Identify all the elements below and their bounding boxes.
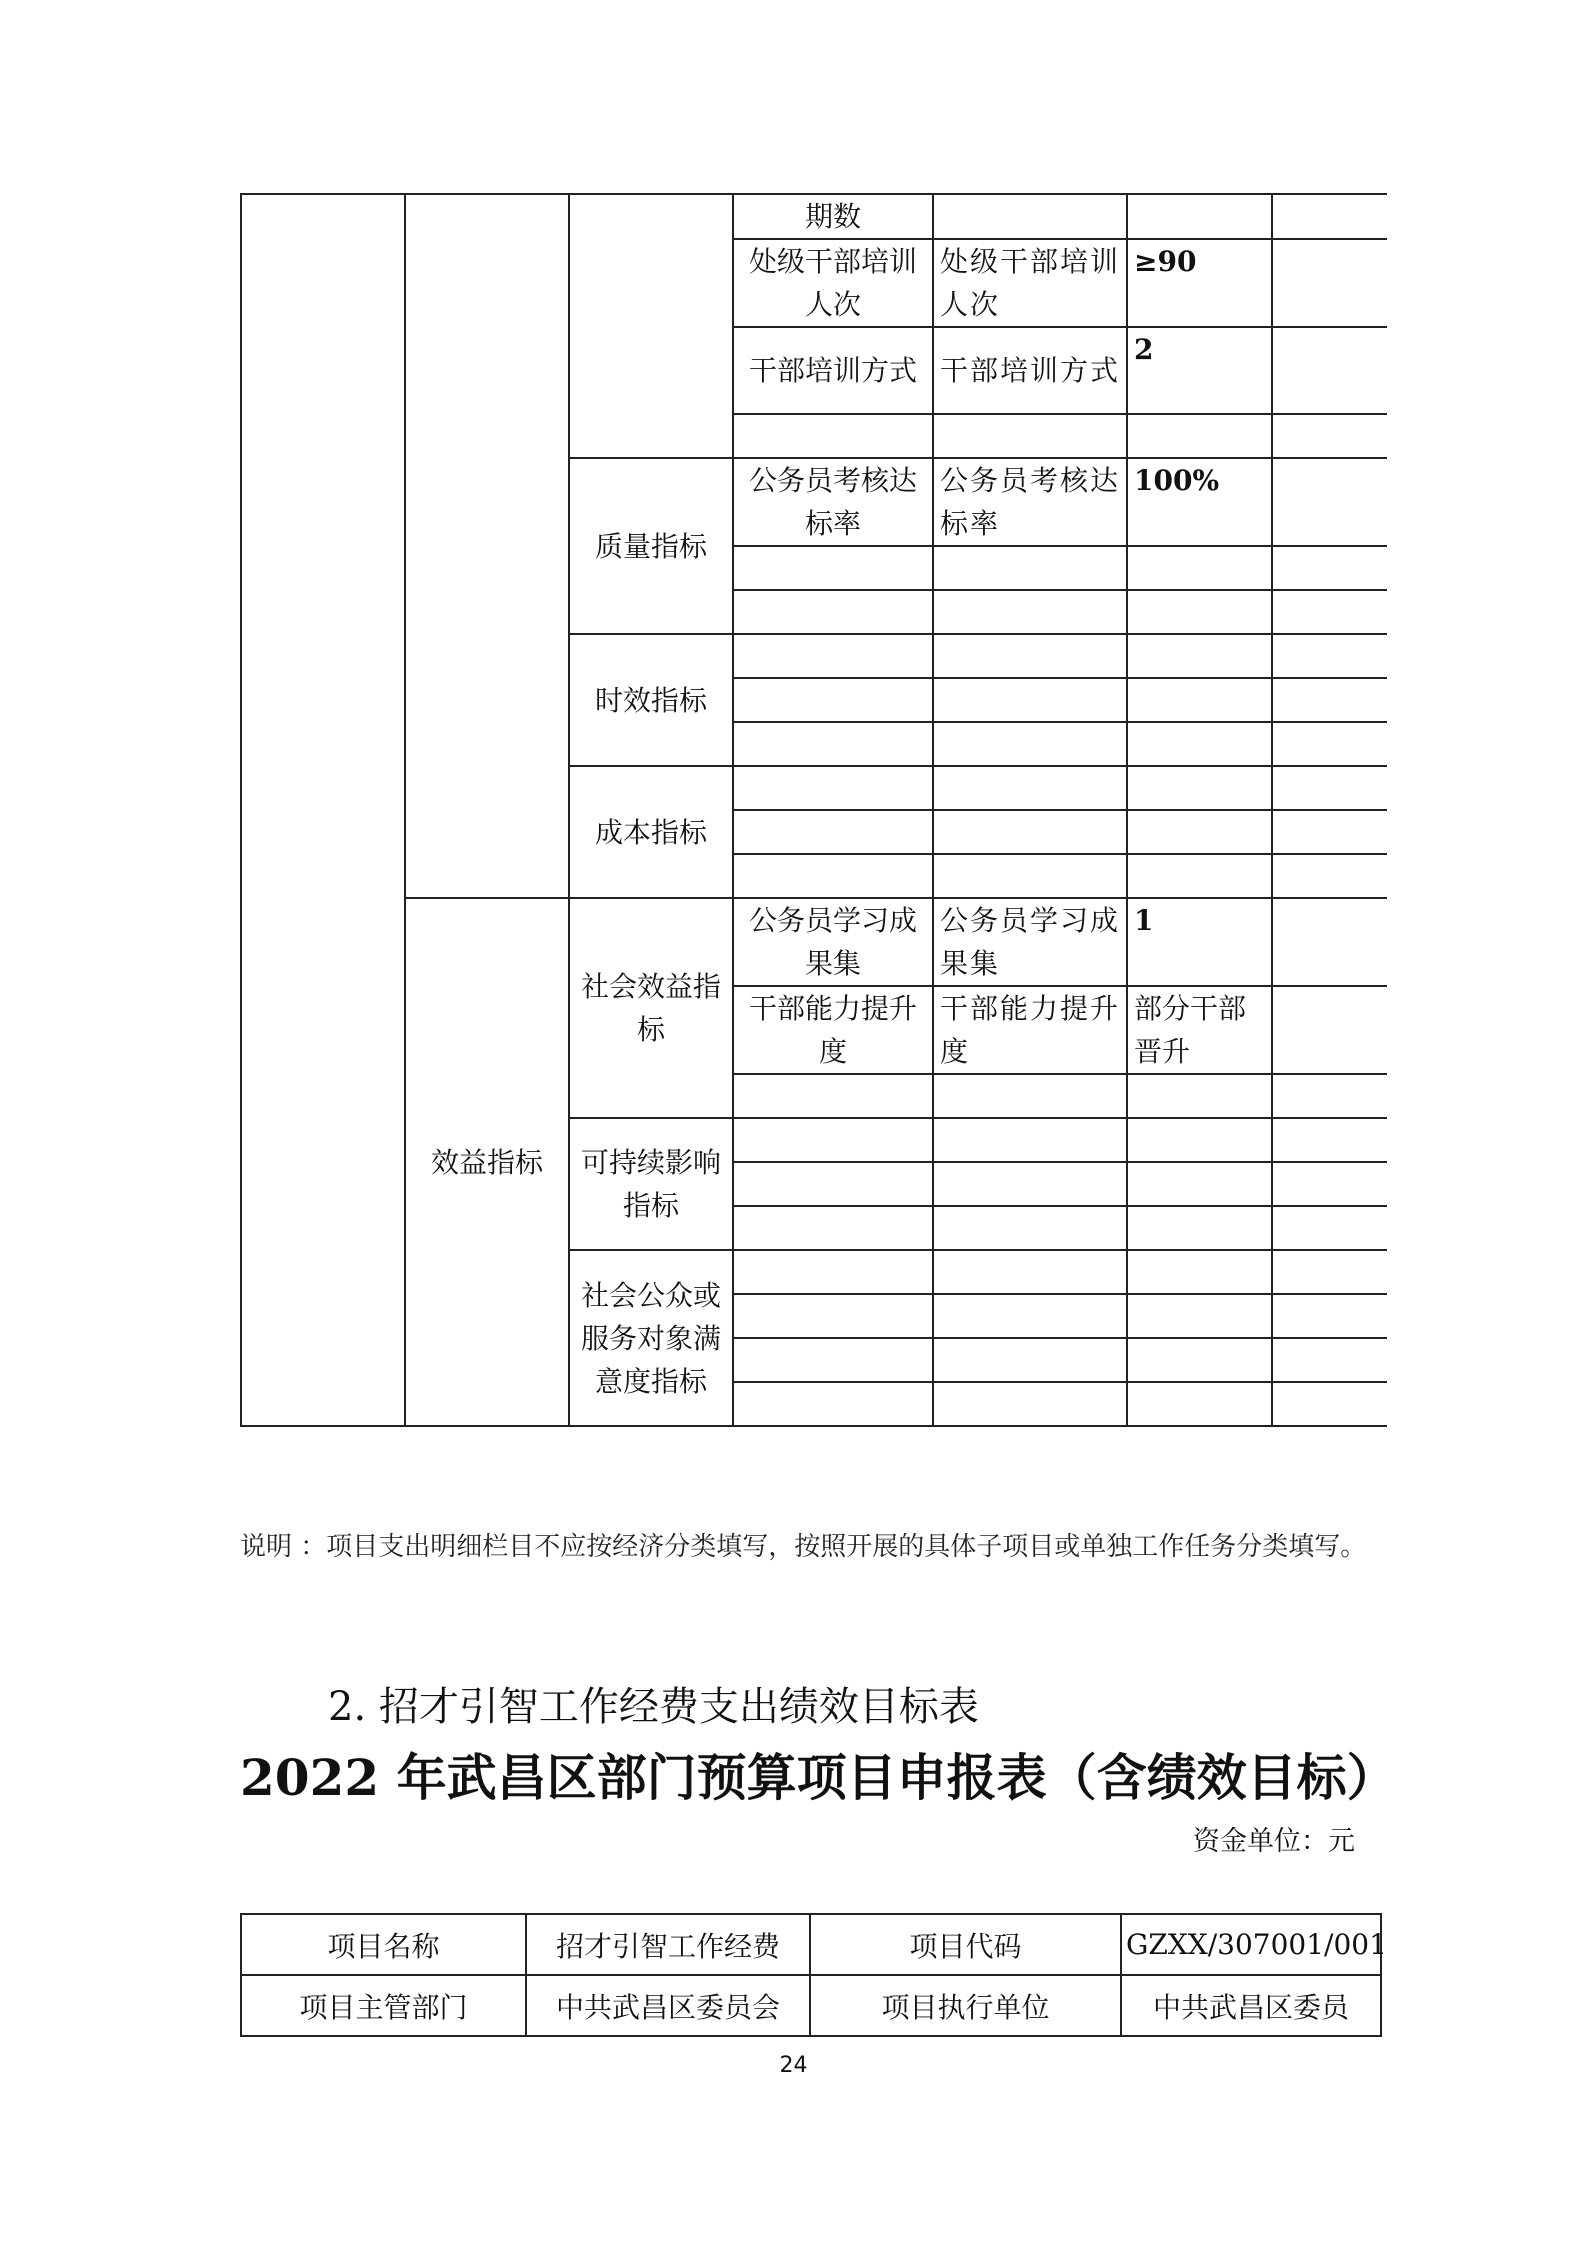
indicator-extra	[1272, 239, 1387, 327]
indicator-content	[933, 194, 1127, 239]
indicator-content	[933, 1382, 1127, 1426]
indicator-name	[733, 1206, 933, 1250]
indicator-value: ≥90	[1127, 239, 1272, 327]
indicator-extra	[1272, 986, 1387, 1074]
indicator-content	[933, 722, 1127, 766]
indicator-name: 干部培训方式	[733, 327, 933, 414]
indicator-content: 公务员学习成果集	[933, 898, 1127, 986]
indicator-content	[933, 1162, 1127, 1206]
indicator-content	[933, 854, 1127, 898]
indicator-content	[933, 1118, 1127, 1162]
indicator-value	[1127, 766, 1272, 810]
indicator-value	[1127, 1382, 1272, 1426]
indicator-content	[933, 414, 1127, 458]
page-number: 24	[779, 2053, 808, 2078]
dept-label: 项目主管部门	[241, 1975, 526, 2036]
indicator-name	[733, 1382, 933, 1426]
exec-unit-value: 中共武昌区委员	[1121, 1975, 1381, 2036]
indicator-name	[733, 634, 933, 678]
indicator-extra	[1272, 898, 1387, 986]
indicator-content: 干部能力提升度	[933, 986, 1127, 1074]
indicator-extra	[1272, 546, 1387, 590]
indicator-extra	[1272, 1250, 1387, 1294]
indicator-content	[933, 810, 1127, 854]
indicator-value	[1127, 854, 1272, 898]
indicator-value	[1127, 546, 1272, 590]
indicator-name	[733, 854, 933, 898]
indicator-name: 公务员考核达标率	[733, 458, 933, 546]
indicator-content	[933, 590, 1127, 634]
indicator-value	[1127, 1338, 1272, 1382]
indicator-name	[733, 1074, 933, 1118]
indicator-extra	[1272, 722, 1387, 766]
indicator-content: 干部培训方式	[933, 327, 1127, 414]
indicator-extra	[1272, 327, 1387, 414]
indicator-name	[733, 766, 933, 810]
cat3-sustain: 可持续影响指标	[569, 1118, 733, 1250]
indicator-value	[1127, 810, 1272, 854]
indicator-extra	[1272, 1382, 1387, 1426]
indicator-name	[733, 810, 933, 854]
note-text: 说明 ：项目支出明细栏目不应按经济分类填写，按照开展的具体子项目或单独工作任务分类填写。	[240, 1532, 1367, 1562]
indicator-name	[733, 678, 933, 722]
indicator-name: 处级干部培训人次	[733, 239, 933, 327]
dept-value: 中共武昌区委员会	[526, 1975, 810, 2036]
indicator-extra	[1272, 1162, 1387, 1206]
cat2-benefit: 效益指标	[405, 898, 569, 1426]
indicator-value	[1127, 678, 1272, 722]
indicator-content	[933, 1250, 1127, 1294]
indicator-value	[1127, 1250, 1272, 1294]
indicator-extra	[1272, 194, 1387, 239]
indicator-value	[1127, 414, 1272, 458]
indicator-extra	[1272, 1206, 1387, 1250]
indicator-content	[933, 1074, 1127, 1118]
indicator-content	[933, 546, 1127, 590]
indicator-extra	[1272, 766, 1387, 810]
exec-unit-label: 项目执行单位	[810, 1975, 1121, 2036]
indicator-name	[733, 1162, 933, 1206]
indicator-name	[733, 546, 933, 590]
indicator-extra	[1272, 810, 1387, 854]
indicator-extra	[1272, 1294, 1387, 1338]
indicator-name	[733, 1250, 933, 1294]
project-code-value: GZXX/307001/001	[1121, 1914, 1381, 1975]
indicator-content	[933, 1294, 1127, 1338]
indicator-value	[1127, 194, 1272, 239]
indicator-content	[933, 766, 1127, 810]
indicator-extra	[1272, 590, 1387, 634]
indicator-extra	[1272, 854, 1387, 898]
indicator-value: 部分干部晋升	[1127, 986, 1272, 1074]
indicator-value	[1127, 1118, 1272, 1162]
indicator-content	[933, 678, 1127, 722]
indicator-name	[733, 1118, 933, 1162]
project-info-table	[240, 1913, 1387, 2037]
indicator-name: 公务员学习成果集	[733, 898, 933, 986]
indicator-extra	[1272, 678, 1387, 722]
indicator-name: 干部能力提升度	[733, 986, 933, 1074]
section-title: 2. 招才引智工作经费支出绩效目标表	[328, 1684, 979, 1730]
indicator-content	[933, 1338, 1127, 1382]
indicator-table	[240, 193, 1387, 1427]
indicator-extra	[1272, 1118, 1387, 1162]
cat3-timeliness: 时效指标	[569, 634, 733, 766]
cat3-quantity-cell	[569, 194, 733, 458]
indicator-extra	[1272, 458, 1387, 546]
indicator-name	[733, 590, 933, 634]
indicator-value: 100%	[1127, 458, 1272, 546]
indicator-value	[1127, 1206, 1272, 1250]
indicator-value	[1127, 1294, 1272, 1338]
indicator-value	[1127, 722, 1272, 766]
indicator-value	[1127, 1162, 1272, 1206]
indicator-content: 公务员考核达标率	[933, 458, 1127, 546]
indicator-name	[733, 1294, 933, 1338]
cat1-cell	[241, 194, 405, 1426]
indicator-value: 1	[1127, 898, 1272, 986]
indicator-extra	[1272, 634, 1387, 678]
project-name-value: 招才引智工作经费	[526, 1914, 810, 1975]
indicator-name	[733, 722, 933, 766]
indicator-content	[933, 634, 1127, 678]
unit-label: 资金单位：元	[1193, 1826, 1355, 1857]
indicator-value	[1127, 590, 1272, 634]
main-title: 2022 年武昌区部门预算项目申报表（含绩效目标）	[240, 1748, 1397, 1807]
cat3-social: 社会效益指标	[569, 898, 733, 1118]
indicator-value	[1127, 1074, 1272, 1118]
indicator-name	[733, 1338, 933, 1382]
indicator-value: 2	[1127, 327, 1272, 414]
cat2-output-cell	[405, 194, 569, 898]
cat3-cost: 成本指标	[569, 766, 733, 898]
indicator-name	[733, 414, 933, 458]
indicator-value	[1127, 634, 1272, 678]
indicator-extra	[1272, 1074, 1387, 1118]
cat3-satisfaction: 社会公众或服务对象满意度指标	[569, 1250, 733, 1426]
indicator-content	[933, 1206, 1127, 1250]
indicator-extra	[1272, 414, 1387, 458]
project-name-label: 项目名称	[241, 1914, 526, 1975]
indicator-extra	[1272, 1338, 1387, 1382]
cat3-quality: 质量指标	[569, 458, 733, 634]
indicator-name: 期数	[733, 194, 933, 239]
project-code-label: 项目代码	[810, 1914, 1121, 1975]
indicator-content: 处级干部培训人次	[933, 239, 1127, 327]
